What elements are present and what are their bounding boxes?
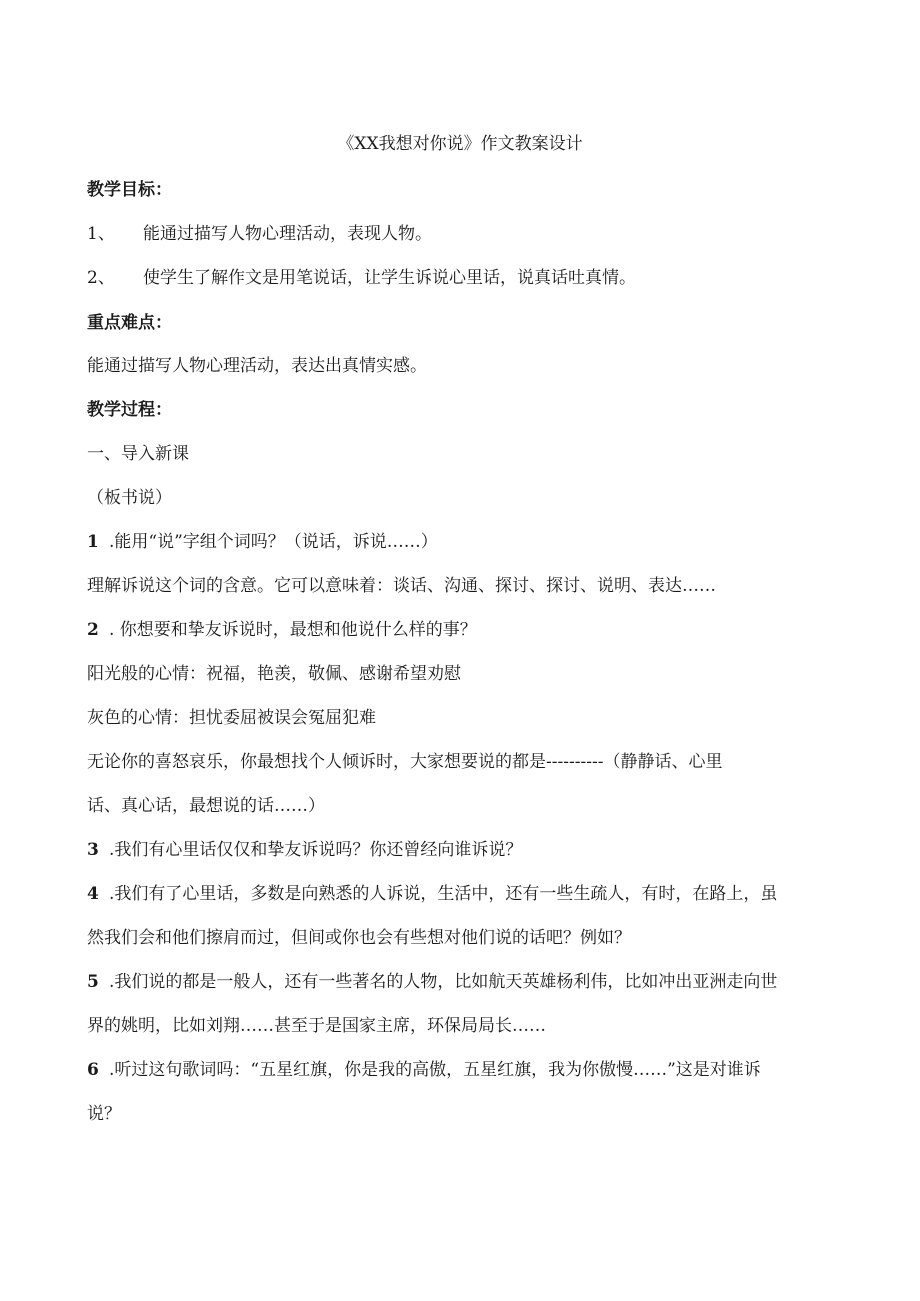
objective-item bbox=[87, 223, 432, 245]
board-note: （板书说） bbox=[87, 488, 172, 508]
question-text: .能用“说”字组个词吗？（说话，诉说……） bbox=[109, 532, 438, 552]
whatever-text: 无论你的喜怒哀乐，你最想找个人倾诉时，大家想要说的都是 bbox=[87, 752, 546, 772]
question-text: .听过这句歌词吗：“五星红旗，你是我的高傲，五星红旗，我为你傲慢……”这是对谁诉 bbox=[109, 1060, 761, 1080]
key-points-text: 能通过描写人物心理活动，表达出真情实感。 bbox=[87, 356, 427, 376]
question-2 bbox=[87, 619, 477, 641]
process-heading: 教学过程： bbox=[87, 400, 172, 420]
question-6-continued: 说？ bbox=[87, 1104, 121, 1124]
question-number: 5 bbox=[87, 972, 99, 992]
question-number: 3 bbox=[87, 840, 99, 860]
question-4-continued: 然我们会和他们擦肩而过，但间或你也会有些想对他们说的话吧？例如？ bbox=[87, 928, 631, 948]
blank-dashes: ---------- bbox=[546, 752, 604, 772]
question-number: 2 bbox=[87, 620, 99, 640]
question-number: 4 bbox=[87, 884, 99, 904]
objective-number: 2、 bbox=[87, 268, 115, 288]
question-text: . 你想要和挚友诉说时，最想和他说什么样的事？ bbox=[109, 620, 477, 640]
question-6 bbox=[87, 1059, 761, 1081]
objective-text: 使学生了解作文是用笔说话，让学生诉说心里话，说真话吐真情。 bbox=[143, 268, 636, 288]
question-number: 6 bbox=[87, 1060, 99, 1080]
question-number: 1 bbox=[87, 532, 99, 552]
question-3 bbox=[87, 839, 522, 861]
question-5-continued: 界的姚明，比如刘翔……甚至于是国家主席，环保局局长…… bbox=[87, 1016, 546, 1036]
document-title: 《XX我想对你说》作文教案设计 bbox=[337, 134, 583, 154]
key-points-heading: 重点难点： bbox=[87, 313, 172, 333]
whatever-answer: （静静话、心里 bbox=[603, 752, 723, 772]
question-text: .我们有了心里话，多数是向熟悉的人诉说，生活中，还有一些生疏人，有时，在路上，虽 bbox=[109, 884, 778, 904]
objectives-heading: 教学目标： bbox=[87, 180, 172, 200]
question-text: .我们说的都是一般人，还有一些著名的人物，比如航天英雄杨利伟，比如冲出亚洲走向世 bbox=[109, 972, 778, 992]
whatever-line-continued: 话、真心话，最想说的话……） bbox=[87, 796, 325, 816]
objective-item bbox=[87, 267, 636, 289]
objective-text: 能通过描写人物心理活动，表现人物。 bbox=[143, 224, 432, 244]
question-4 bbox=[87, 883, 777, 905]
question-5 bbox=[87, 971, 777, 993]
section-heading: 一、导入新课 bbox=[87, 444, 189, 464]
question-text: .我们有心里话仅仅和挚友诉说吗？你还曾经向谁诉说？ bbox=[109, 840, 523, 860]
gray-mood-line: 灰色的心情：担忧委屈被误会冤屈犯难 bbox=[87, 708, 376, 728]
whatever-line bbox=[87, 751, 722, 773]
question-1 bbox=[87, 531, 438, 553]
sunny-mood-line: 阳光般的心情：祝福，艳羡，敬佩、感谢希望劝慰 bbox=[87, 664, 461, 684]
objective-number: 1、 bbox=[87, 224, 115, 244]
question-1-explanation: 理解诉说这个词的含意。它可以意味着：谈话、沟通、探讨、探讨、说明、表达…… bbox=[87, 576, 716, 596]
